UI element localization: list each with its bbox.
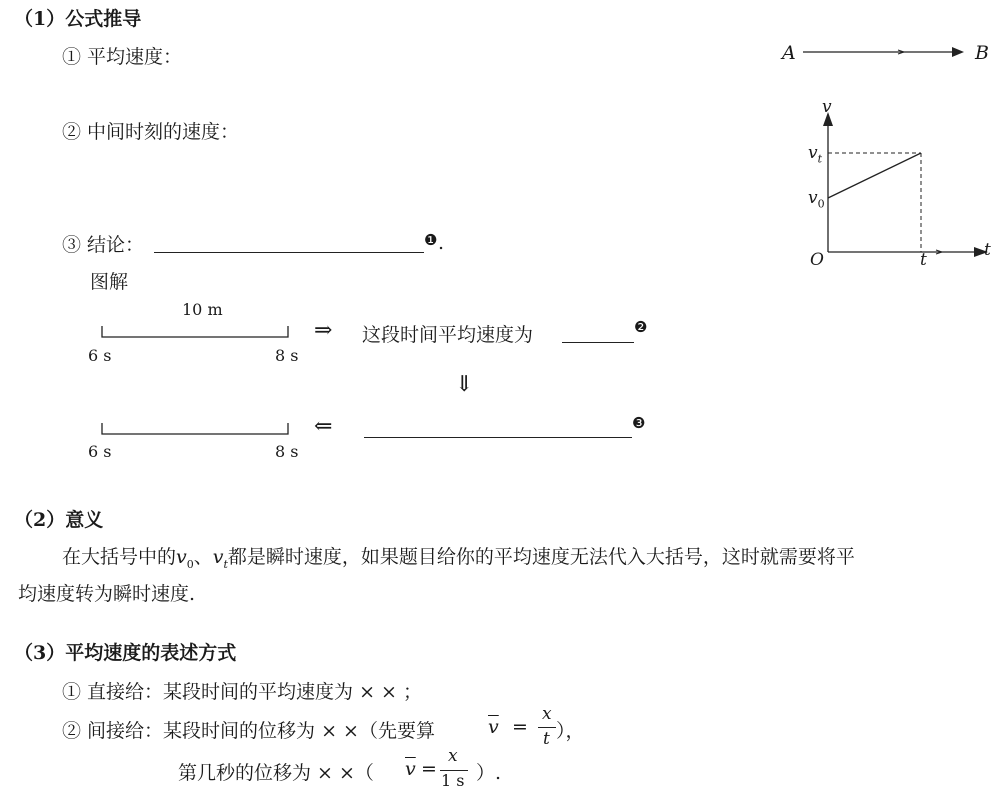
a-to-b-arrow <box>800 44 970 60</box>
expression-direct: ① 直接给：某段时间的平均速度为 × × ； <box>62 681 422 703</box>
point-a-label: A <box>782 42 796 64</box>
point-b-label: B <box>975 42 989 64</box>
meaning-paragraph-line2: 均速度转为瞬时速度. <box>18 583 196 605</box>
diagram-title: 图解 <box>90 271 129 293</box>
top-average-velocity-text: 这段时间平均速度为 <box>362 324 534 346</box>
bottom-time-end: 8 s <box>275 442 299 461</box>
bottom-time-start: 6 s <box>88 442 112 461</box>
section-1-heading: （1）公式推导 <box>14 8 142 30</box>
graph-t-axis-label: t <box>984 240 991 260</box>
equals-1: = <box>512 716 528 738</box>
fraction-2-denominator: 1 s <box>441 771 465 790</box>
section-3-heading: （3）平均速度的表述方式 <box>14 642 237 664</box>
section-2-heading: （2）意义 <box>14 509 104 531</box>
expression-nth-second: 第几秒的位移为 × ×（ <box>178 762 374 784</box>
bottom-interval-bracket <box>98 419 294 439</box>
vt-graph <box>800 96 1000 274</box>
marker-2: ❷ <box>634 318 648 336</box>
item-mid-time-velocity: ② 中间时刻的速度： <box>62 121 240 143</box>
graph-v-axis-label: v <box>822 97 832 117</box>
item-conclusion: ③ 结论： <box>62 234 145 256</box>
bottom-blank <box>364 437 632 438</box>
arrow-down-icon: ⇓ <box>455 372 474 397</box>
equals-2: = <box>421 758 437 780</box>
conclusion-period: . <box>438 232 445 254</box>
vbar-symbol-2: $\overline{v}$ <box>405 758 416 780</box>
top-blank <box>562 342 634 343</box>
top-distance-label: 10 m <box>182 300 223 319</box>
marker-3: ❸ <box>632 414 646 432</box>
top-time-start: 6 s <box>88 346 112 365</box>
arrow-right-icon: ⇒ <box>314 318 333 343</box>
fraction-2-numerator: x <box>448 746 458 766</box>
meaning-paragraph-line1: 在大括号中的$v_0$、$v_t$都是瞬时速度，如果题目给你的平均速度无法代入大括号，这时就需要将平 <box>62 546 855 571</box>
top-time-end: 8 s <box>275 346 299 365</box>
graph-v0-label: $v_0$ <box>808 188 825 211</box>
arrow-left-icon: ⇐ <box>314 414 333 439</box>
fraction-1-denominator: t <box>543 729 550 749</box>
item-average-velocity: ① 平均速度： <box>62 46 183 68</box>
fraction-1-bar <box>538 727 556 728</box>
velocity-line <box>828 153 921 198</box>
expression-indirect: ② 间接给：某段时间的位移为 × ×（先要算 <box>62 720 435 742</box>
fraction-1-numerator: x <box>542 704 552 724</box>
graph-origin-label: O <box>810 250 824 270</box>
vbar-symbol-1: $\overline{v}$ <box>488 716 499 738</box>
graph-vt-label: $v_t$ <box>808 143 823 166</box>
graph-t-mark-label: t <box>920 250 927 270</box>
expression-indirect-suffix: ）， <box>556 720 585 742</box>
expression-nth-second-suffix: ）. <box>476 762 502 784</box>
top-interval-bracket <box>98 322 294 342</box>
marker-1: ❶ <box>424 231 438 249</box>
conclusion-blank <box>154 252 424 253</box>
